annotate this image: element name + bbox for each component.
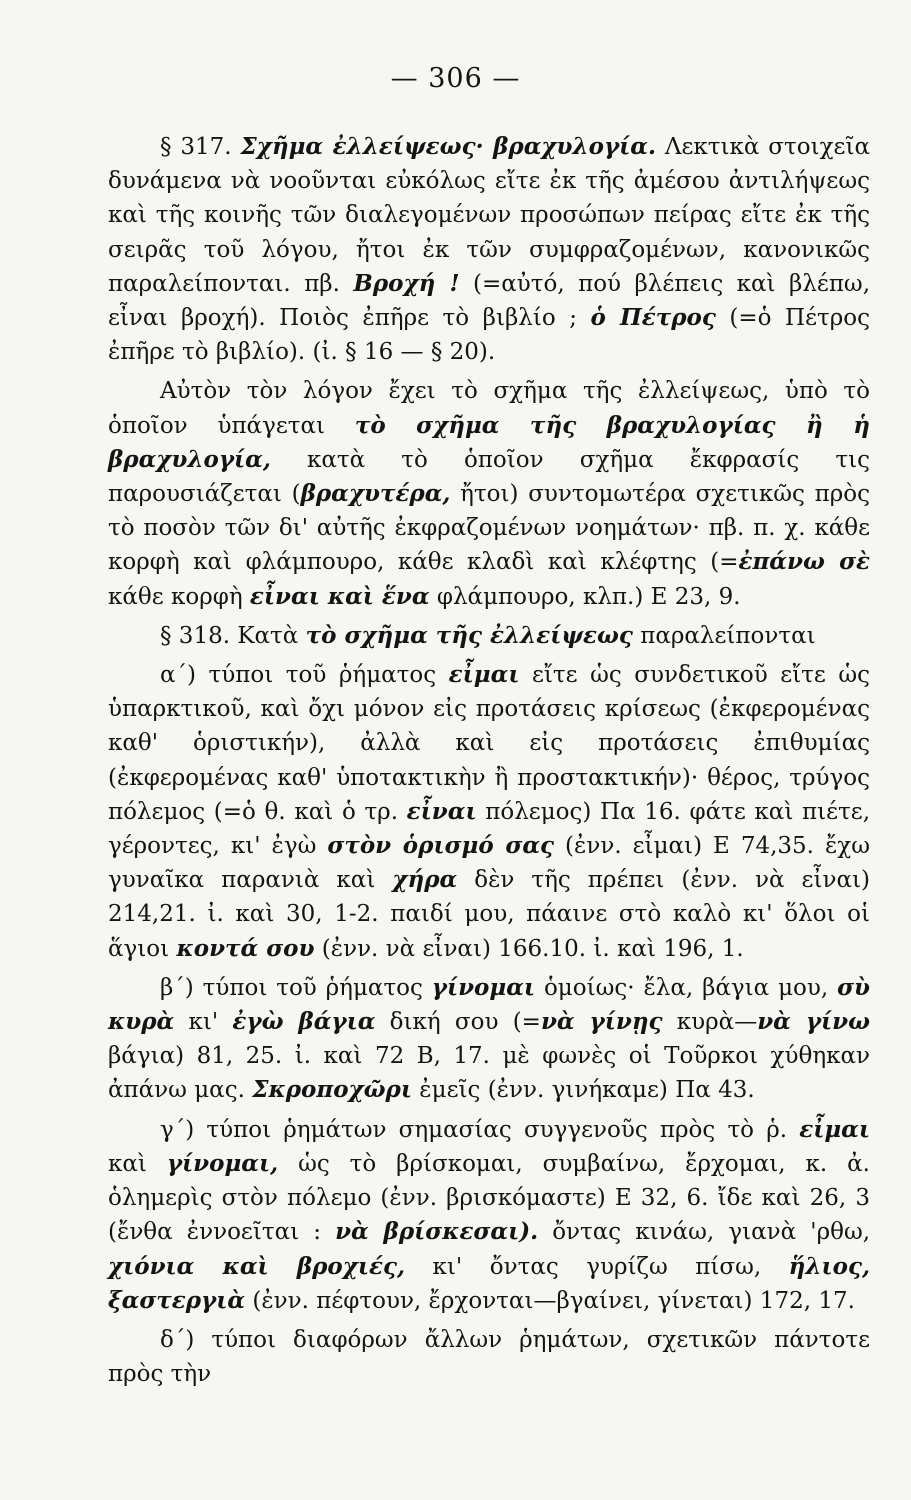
emphasis-term: σὺ κυρὰ <box>108 973 870 1036</box>
emphasis-term: εἶναι <box>406 797 477 825</box>
text-run: κάθε κορφὴ <box>108 583 250 610</box>
emphasis-term: στὸν ὁρισμό σας <box>327 832 555 860</box>
text-run: ὡς τὸ βρίσκομαι, συμβαίνω, ἔρχομαι, κ. ἀ. ὁλημερὶς στὸν πόλεμο (ἐνν. βρισκόμαστε) Ε 32, 6. ἴδε καὶ 26, 3 (ἔνθα ἐννοεῖται : <box>108 1150 870 1246</box>
emphasis-term: βραχυτέρα, <box>300 480 451 508</box>
emphasis-term: ἥλιος, ξαστεργιὰ <box>108 1252 870 1314</box>
text-run: Αὐτὸν τὸν λόγον ἔχει τὸ σχῆμα τῆς ἐλλείψεως, ὑπὸ τὸ ὁποῖον ὑπάγεται <box>108 378 870 439</box>
emphasis-term: γίνομαι, <box>166 1149 279 1177</box>
text-run: φλάμπουρο, κλπ.) Ε 23, 9. <box>429 583 741 610</box>
emphasis-term: εἶμαι <box>799 1115 870 1143</box>
text-run: ἤτοι) συντομωτέρα σχετικῶς πρὸς τὸ ποσὸν τῶν δι' αὐτῆς ἐκφραζομένων νοημάτων· πβ. π. χ. κάθε κορφὴ καὶ φλάμπουρο, κάθε κλαδὶ καὶ κλέφτης (= <box>108 481 870 576</box>
emphasis-term: γίνομαι <box>431 973 536 1001</box>
text-run: ἐμεῖς (ἐνν. γινήκαμε) Πα 43. <box>411 1077 755 1104</box>
paragraph-317 <box>108 130 870 369</box>
text-run: καὶ <box>108 1150 167 1177</box>
text-run: κυρὰ— <box>662 1009 758 1036</box>
emphasis-term: ἐπάνω σὲ <box>738 548 871 576</box>
text-run: (ἐνν. πέφτουν, ἔρχονται—βγαίνει, γίνεται) 172, 17. <box>245 1287 855 1314</box>
text-run: β΄) τύποι τοῦ ῥήματος <box>160 974 432 1001</box>
text-run: § 318. Κατὰ <box>160 622 306 649</box>
text-run: κατὰ τὸ ὁποῖον σχῆμα ἔκφρασίς τις παρουσιάζεται ( <box>108 446 870 508</box>
text-run: κι' <box>174 1009 233 1036</box>
text-run: § 317. <box>160 134 241 160</box>
text-run: ὄντας κινάω, γιανὰ 'ρθω, <box>538 1219 871 1246</box>
text-run: (ἐνν. εἶμαι) Ε 74,35. ἔχω γυναῖκα παρανιὰ καὶ <box>108 833 870 894</box>
emphasis-term: χήρα <box>392 866 458 894</box>
emphasis-term: χιόνια καὶ βροχιές, <box>108 1252 406 1280</box>
body-text <box>108 130 870 1391</box>
emphasis-term: κοντά σου <box>176 934 315 962</box>
paragraph-alpha <box>108 658 870 966</box>
emphasis-term: εἶμαι <box>448 661 520 689</box>
text-run: βάγια) 81, 25. ἰ. καὶ 72 Β, 17. μὲ φωνὲς οἱ Τοῦρκοι χύθηκαν ἀπάνω μας. <box>108 1043 870 1104</box>
emphasis-term: νὰ βρίσκεσαι). <box>335 1218 539 1246</box>
text-run: ὁμοίως· ἔλα, βάγια μου, <box>535 974 838 1001</box>
text-run: κι' ὄντας γυρίζω πίσω, <box>405 1253 789 1280</box>
paragraph-ellipsis-brachylogy <box>108 374 870 613</box>
paragraph-delta <box>108 1323 870 1391</box>
text-run: (ἐνν. νὰ εἶναι) 166.10. ἰ. καὶ 196, 1. <box>314 935 744 962</box>
text-run: δὲν τῆς πρέπει (ἐνν. νὰ εἶναι) 214,21. ἰ. καὶ 30, 1-2. παιδί μου, πάαινε στὸ καλὸ κι' ὅλοι οἱ ἅγιοι <box>108 867 870 962</box>
emphasis-term: νὰ γίνω <box>757 1008 870 1036</box>
paragraph-318 <box>108 619 870 653</box>
page-number: — 306 — <box>390 63 521 94</box>
emphasis-term: Σκροποχῶρι <box>252 1076 412 1104</box>
text-run: (=αὐτό, πού βλέπεις καὶ βλέπω, εἶναι βροχή). Ποιὸς ἐπῆρε τὸ βιβλίο ; <box>108 270 870 332</box>
text-run: πόλεμος) Πα 16. φάτε καὶ πιέτε, γέροντες, κι' ἐγὼ <box>108 798 871 860</box>
emphasis-term: Σχῆμα ἐλλείψεως· βραχυλογία. <box>240 133 656 160</box>
text-run: γ΄) τύποι ῥημάτων σημασίας συγγενοῦς πρὸς τὸ ῥ. <box>160 1116 800 1143</box>
emphasis-term: τὸ σχῆμα τῆς ἐλλείψεως <box>305 621 633 649</box>
text-run: α΄) τύποι τοῦ ῥήματος <box>160 662 449 689</box>
emphasis-term: ὁ Πέτρος <box>590 304 716 332</box>
emphasis-term: Βροχή ! <box>353 269 460 297</box>
emphasis-term: τὸ σχῆμα τῆς βραχυλογίας ἢ ἡ βραχυλογία, <box>108 411 870 473</box>
emphasis-term: ἐγὼ βάγια <box>232 1008 376 1036</box>
text-run: (=ὁ Πέτρος ἐπῆρε τὸ βιβλίο). (ἰ. § 16 — § 20). <box>108 305 870 366</box>
text-run: παραλείπονται <box>632 622 816 649</box>
text-run: Λεκτικὰ στοιχεῖα δυνάμενα νὰ νοοῦνται εὐκόλως εἴτε ἐκ τῆς ἀμέσου ἀντιλήψεως καὶ τῆς κοινῆς τῶν διαλεγομένων προσώπων πείρας εἴτε ἐκ τῆς σειρᾶς τοῦ λόγου, ἤτοι ἐκ τῶν συμφραζομένων, κανονικῶς παραλείπονται. πβ. <box>108 134 870 297</box>
text-run: δ΄) τύποι διαφόρων ἄλλων ῥημάτων, σχετικῶν πάντοτε πρὸς τὴν <box>108 1326 870 1388</box>
paragraph-beta <box>108 971 870 1108</box>
paragraph-gamma <box>108 1113 870 1318</box>
emphasis-term: εἶναι καὶ ἕνα <box>249 582 430 610</box>
emphasis-term: νὰ γίνῃς <box>540 1008 663 1036</box>
text-run: δική σου (= <box>375 1009 541 1036</box>
text-run: εἴτε ὡς συνδετικοῦ εἴτε ὡς ὑπαρκτικοῦ, καὶ ὄχι μόνον εἰς προτάσεις κρίσεως (ἐκφερομένας καθ' ὁριστικήν), ἀλλὰ καὶ εἰς προτάσεις ἐπιθυμίας (ἐκφερομένας καθ' ὑποτακτικὴν ἢ προστακτικήν)· θέρος, τρύγος πόλεμος (=ὁ θ. καὶ ὁ τρ. <box>108 662 870 825</box>
